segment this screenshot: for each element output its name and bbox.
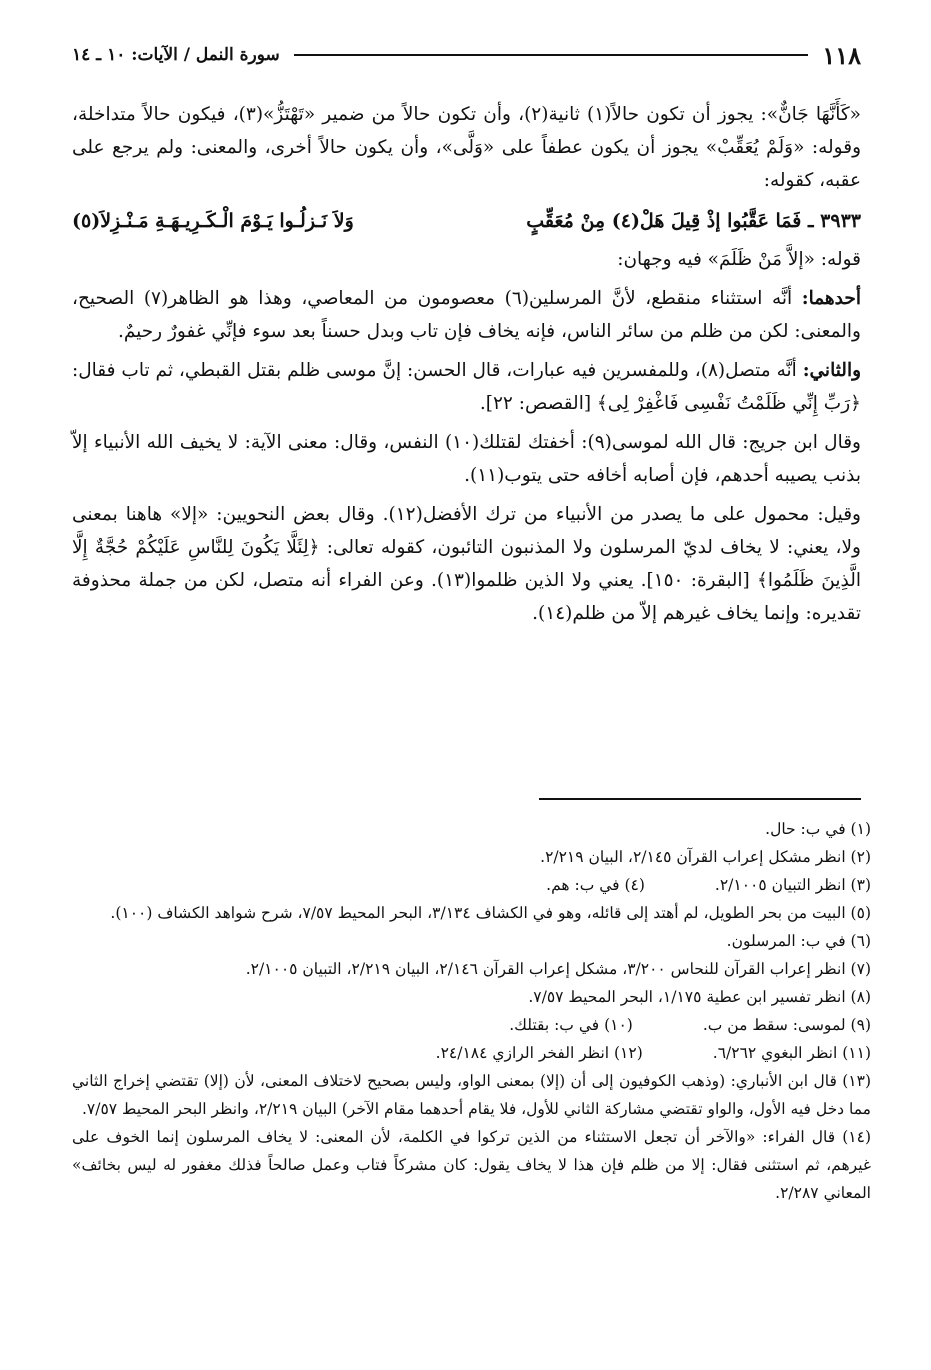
paragraph-4-text: أنَّه متصل(٨)، وللمفسرين فيه عبارات، قال الحسن: إنَّ موسى ظلم بقتل القبطي، ثم تاب فقال: ﴿رَبِّ إِنِّي ظَلَمْتُ نَفْسِى فَاغْفِرْ لِى﴾ [القصص: ٢٢].	[72, 360, 861, 414]
footnote-12: (١٢) انظر الفخر الرازي ٢٤/١٨٤.	[435, 1044, 643, 1062]
footnote-row-9-10	[72, 1011, 871, 1039]
paragraph-2: قوله: «إلاَّ مَنْ ظَلَمَ» فيه وجهان:	[617, 249, 861, 270]
page-number: ١١٨	[822, 40, 861, 70]
footnote-row-11-12	[72, 1039, 871, 1067]
paragraph-3	[72, 282, 861, 348]
footnote-row-3-4	[72, 871, 871, 899]
main-text	[72, 98, 861, 636]
footnote-8: (٨) انظر تفسير ابن عطية ١/١٧٥، البحر المحيط ٧/٥٧.	[528, 988, 871, 1006]
footnotes	[72, 815, 871, 1207]
footnote-divider	[539, 798, 861, 800]
footnote-7: (٧) انظر إعراب القرآن للنحاس ٣/٢٠٠، مشكل إعراب القرآن ٢/١٤٦، البيان ٢/٢١٩، التبيان ٢/١٠٠٥.	[245, 960, 871, 978]
running-title: سورة النمل / الآيات: ١٠ ـ ١٤	[72, 45, 280, 65]
footnote-2: (٢) انظر مشكل إعراب القرآن ٢/١٤٥، البيان ٢/٢١٩.	[540, 848, 871, 866]
footnote-4: (٤) في ب: هم.	[546, 876, 645, 894]
footnote-9: (٩) لموسى: سقط من ب.	[702, 1016, 871, 1034]
footnote-1: (١) في ب: حال.	[765, 820, 871, 838]
footnote-13: (١٣) قال ابن الأنباري: (وذهب الكوفيون إلى أن (إلا) بمعنى الواو، وليس بصحيح لاختلاف المعنى، لأن (إلا) تقتضي إخراج الثاني مما دخل فيه الأول، والواو تقتضي مشاركة الثاني للأول، فلا يقام أحدهما مقام الآخر) البيان ٢/٢١٩، وانظر البحر المحيط ٧/٥٧.	[72, 1072, 871, 1118]
footnote-5: (٥) البيت من بحر الطويل، لم أهتد إلى قائله، وهو في الكشاف ٣/١٣٤، البحر المحيط ٧/٥٧، شرح شواهد الكشاف (١٠٠).	[110, 904, 871, 922]
paragraph-4	[72, 354, 861, 420]
footnote-11: (١١) انظر البغوي ٦/٢٦٢.	[712, 1044, 871, 1062]
paragraph-3-text: أنَّه استثناء منقطع، لأنَّ المرسلين(٦) معصومون من المعاصي، وهذا هو الظاهر(٧) الصحيح، والمعنى: لكن من ظلم من سائر الناس، فإنه يخاف فإن تاب وبدل حسناً بعد سوء فإنِّي غفورٌ رحيمٌ.	[72, 288, 861, 342]
footnote-3: (٣) انظر التبيان ٢/١٠٠٥.	[714, 876, 871, 894]
paragraph-6: وقيل: محمول على ما يصدر من الأنبياء من ترك الأفضل(١٢). وقال بعض النحويين: «إلا» هاهنا بمعنى ولا، يعني: لا يخاف لديّ المرسلون ولا المذنبون التائبون، كقوله تعالى: ﴿لِئَلَّا يَكُونَ لِلنَّاسِ عَلَيْكُمْ حُجَّةٌ إِلَّا الَّذِينَ ظَلَمُوا﴾ [البقرة: ١٥٠]. يعني ولا الذين ظلموا(١٣). وعن الفراء أنه متصل، لكن من جملة محذوفة تقديره: وإنما يخاف غيرهم إلاّ من ظلم(١٤).	[72, 504, 862, 624]
footnote-10: (١٠) في ب: بقتلك.	[509, 1016, 633, 1034]
page-header	[72, 38, 861, 72]
paragraph-4-lead: والثاني:	[802, 360, 862, 381]
paragraph-1: «كَأَنَّهَا جَانٌّ»: يجوز أن تكون حالاً(١) ثانية(٢)، وأن تكون حالاً من ضمير «تَهْتَزُّ»(٣)، فيكون حالاً متداخلة، وقوله: «وَلَمْ يُعَقِّبْ» يجوز أن يكون عطفاً على «وَلَّى»، وأن يكون حالاً أخرى، والمعنى: ولم يرجع على عقبه، كقوله:	[72, 104, 861, 191]
poetry-verse	[72, 203, 861, 239]
header-rule	[294, 54, 809, 56]
paragraph-3-lead: أحدهما:	[801, 288, 861, 309]
verse-second-hemistich: وَلاَ نَـزلُـوا يَـوْمَ الْـكَـرِيـهَـةِ مَـنْـزِلاَ(٥)	[72, 210, 354, 232]
paragraph-5: وقال ابن جريج: قال الله لموسى(٩): أخفتك لقتلك(١٠) النفس، وقال: معنى الآية: لا يخيف الله الأنبياء إلاّ بذنب يصيبه أحدهم، فإن أصابه أخافه حتى يتوب(١١).	[72, 432, 861, 486]
footnote-14: (١٤) قال الفراء: «والآخر أن تجعل الاستثناء من الذين تركوا في الكلمة، لأن المعنى: لا يخاف المرسلون إنما الخوف على غيرهم، ثم استثنى فقال: إلا من ظلم فإن هذا لا يخاف يقول: كان مشركاً فتاب وعمل صالحاً فذلك مغفور له ليس بخائف» المعاني ٢/٢٨٧.	[72, 1128, 871, 1202]
footnote-6: (٦) في ب: المرسلون.	[726, 932, 871, 950]
verse-first-hemistich: ٣٩٣٣ ـ فَمَا عَقَّبُوا إذْ قِيلَ هَلْ(٤) مِنْ مُعَقِّبٍ	[526, 210, 861, 232]
